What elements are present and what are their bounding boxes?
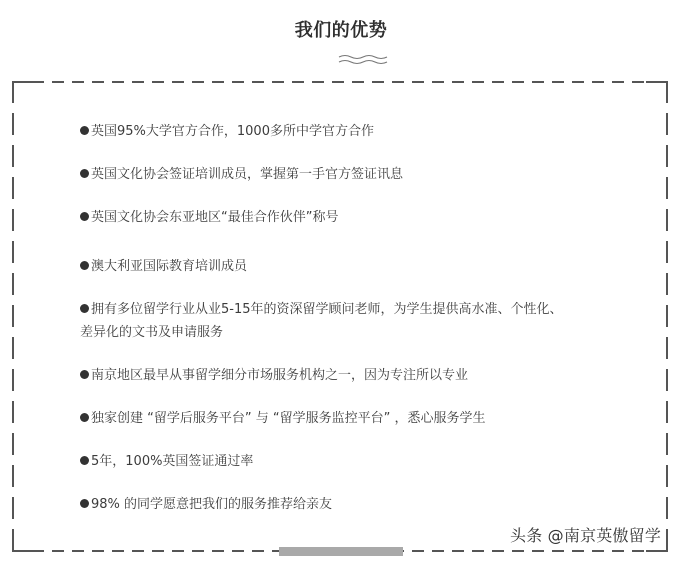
- bullet-icon: [80, 261, 89, 270]
- item-text: 南京地区最早从事留学细分市场服务机构之一，因为专注所以专业: [91, 368, 469, 383]
- frame-corner: [12, 550, 34, 552]
- list-item: [80, 494, 640, 516]
- list-item: [80, 256, 640, 278]
- list-item: [80, 408, 640, 430]
- list-item: [80, 365, 640, 387]
- item-text: 98% 的同学愿意把我们的服务推荐给亲友: [91, 497, 333, 512]
- bullet-icon: [80, 456, 89, 465]
- list-item: [80, 451, 640, 473]
- frame-corner: [12, 81, 34, 83]
- bullet-icon: [80, 370, 89, 379]
- frame-corner: [646, 81, 668, 83]
- frame-corner: [666, 530, 668, 552]
- item-text: 独家创建 “留学后服务平台” 与 “留学服务监控平台” ，悉心服务学生: [91, 411, 486, 426]
- item-text: 拥有多位留学行业从业5-15年的资深留学顾问老师，为学生提供高水准、个性化、: [91, 302, 563, 317]
- list-item: [80, 164, 640, 186]
- frame-corner: [646, 550, 668, 552]
- source-watermark: 头条 @南京英傲留学: [510, 526, 662, 545]
- list-item: [80, 207, 640, 229]
- frame-right-edge: [666, 81, 668, 552]
- frame-corner: [666, 81, 668, 103]
- accent-bar: [279, 547, 403, 556]
- item-text: 英国95%大学官方合作，1000多所中学官方合作: [91, 124, 374, 139]
- item-text: 英国文化协会东亚地区“最佳合作伙伴”称号: [91, 210, 339, 225]
- bullet-icon: [80, 304, 89, 313]
- section-title: 我们的优势: [294, 20, 388, 41]
- frame-left-edge: [12, 81, 14, 552]
- frame-corner: [12, 530, 14, 552]
- bullet-icon: [80, 126, 89, 135]
- item-text: 澳大利亚国际教育培训成员: [91, 259, 248, 274]
- frame-top-edge: [12, 81, 668, 83]
- list-item-continuation: [80, 322, 640, 344]
- list-item: [80, 121, 640, 143]
- item-text: 5年，100%英国签证通过率: [91, 454, 254, 469]
- list-item: [80, 299, 640, 321]
- bullet-icon: [80, 212, 89, 221]
- wave-divider-icon: [338, 54, 388, 66]
- item-text: 英国文化协会签证培训成员，掌握第一手官方签证讯息: [91, 167, 404, 182]
- bullet-icon: [80, 413, 89, 422]
- bullet-icon: [80, 169, 89, 178]
- frame-corner: [12, 81, 14, 103]
- bullet-icon: [80, 499, 89, 508]
- item-text: 差异化的文书及申请服务: [80, 325, 224, 340]
